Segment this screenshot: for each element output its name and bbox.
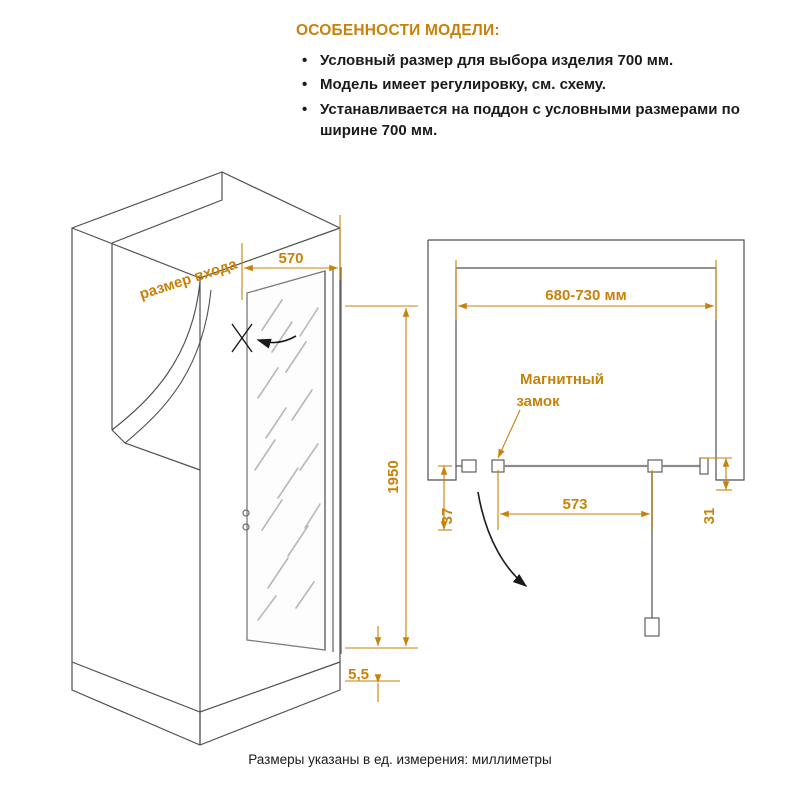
inner-value-label: 573 (562, 496, 588, 513)
top-view-profiles (462, 458, 708, 636)
entrance-text-label: размер входа (137, 255, 240, 304)
feature-item: • Условный размер для выбора изделия 700 мм. (318, 50, 776, 71)
footnote: Размеры указаны в ед. измерения: миллиметры (248, 752, 552, 767)
height-value-label: 1950 (385, 460, 402, 494)
features-title: ОСОБЕННОСТИ МОДЕЛИ: (296, 22, 500, 39)
magnetic-lock-label-line2: замок (516, 393, 560, 410)
feature-item: • Модель имеет регулировку, см. схему. (318, 74, 776, 95)
door-swing-arrow-top (478, 492, 526, 586)
right-offset-label: 31 (701, 507, 718, 525)
magnetic-lock-label-line1: Магнитный (520, 371, 604, 388)
dimension-base-55 (345, 626, 400, 702)
magnetic-lock-leader (498, 410, 520, 458)
entrance-value-label: 570 (278, 250, 304, 267)
width-range-label: 680-730 мм (545, 287, 627, 304)
left-offset-label: 37 (439, 507, 456, 525)
base-value-label: 5,5 (348, 666, 369, 683)
top-view (428, 240, 744, 480)
dimension-height-1950 (345, 306, 418, 648)
feature-item: • Устанавливается на поддон с условными размерами по ширине 700 мм. (318, 99, 776, 142)
